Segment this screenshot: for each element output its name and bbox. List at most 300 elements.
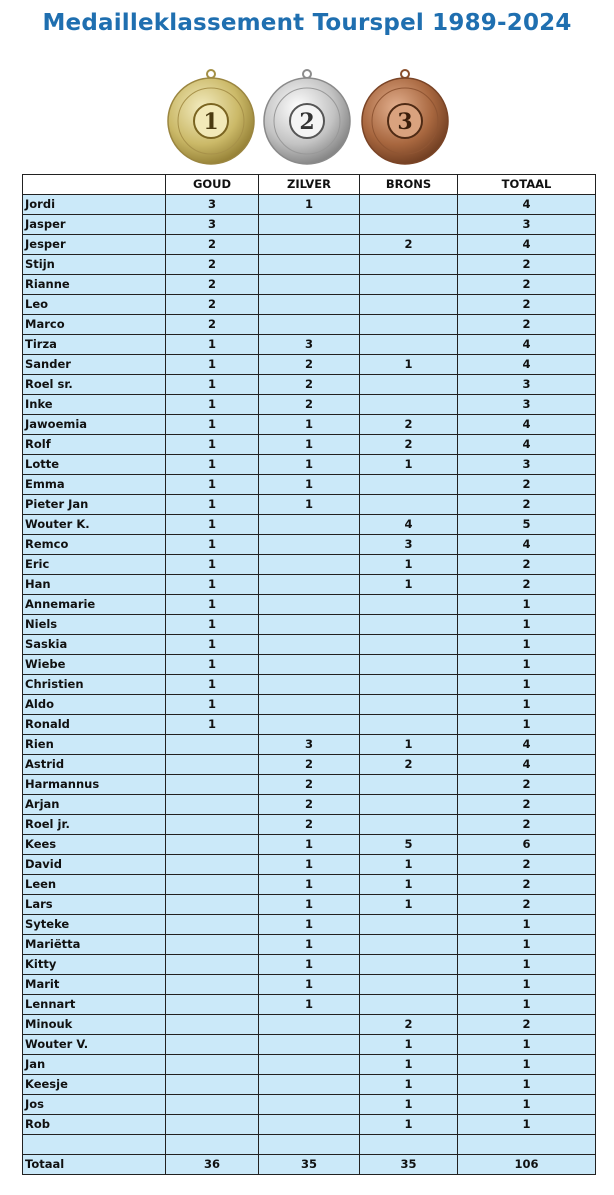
cell-goud: 2 bbox=[166, 295, 259, 315]
table-row bbox=[23, 635, 596, 655]
table-row bbox=[23, 675, 596, 695]
cell-name: Jordi bbox=[23, 195, 166, 215]
cell-name: Annemarie bbox=[23, 595, 166, 615]
table-body bbox=[23, 195, 596, 1175]
cell-name: Rob bbox=[23, 1115, 166, 1135]
cell-brons bbox=[360, 315, 458, 335]
cell-goud: 3 bbox=[166, 215, 259, 235]
cell-brons bbox=[360, 815, 458, 835]
cell-zilver bbox=[259, 1135, 360, 1155]
table-row bbox=[23, 455, 596, 475]
cell-goud bbox=[166, 1035, 259, 1055]
cell-brons bbox=[360, 255, 458, 275]
cell-totaal: 2 bbox=[458, 475, 596, 495]
table-row bbox=[23, 515, 596, 535]
cell-name: Inke bbox=[23, 395, 166, 415]
cell-zilver: 2 bbox=[259, 775, 360, 795]
cell-zilver bbox=[259, 515, 360, 535]
table-row bbox=[23, 535, 596, 555]
cell-brons bbox=[360, 195, 458, 215]
header-goud: GOUD bbox=[166, 175, 259, 195]
table-row bbox=[23, 1035, 596, 1055]
cell-name: Rianne bbox=[23, 275, 166, 295]
table-row bbox=[23, 915, 596, 935]
cell-totaal: 2 bbox=[458, 555, 596, 575]
cell-zilver bbox=[259, 1055, 360, 1075]
cell-totaal: 2 bbox=[458, 775, 596, 795]
cell-brons bbox=[360, 635, 458, 655]
cell-zilver bbox=[259, 215, 360, 235]
cell-totaal: 1 bbox=[458, 935, 596, 955]
medal-row bbox=[0, 68, 614, 168]
cell-goud bbox=[166, 835, 259, 855]
table-row bbox=[23, 695, 596, 715]
cell-goud bbox=[166, 855, 259, 875]
cell-brons bbox=[360, 395, 458, 415]
cell-totaal: 2 bbox=[458, 315, 596, 335]
table-row bbox=[23, 395, 596, 415]
table-row bbox=[23, 955, 596, 975]
table-row bbox=[23, 815, 596, 835]
cell-brons: 1 bbox=[360, 555, 458, 575]
cell-zilver bbox=[259, 695, 360, 715]
cell-brons: 1 bbox=[360, 1055, 458, 1075]
table-row bbox=[23, 355, 596, 375]
cell-brons bbox=[360, 995, 458, 1015]
cell-name: Arjan bbox=[23, 795, 166, 815]
cell-brons: 2 bbox=[360, 1015, 458, 1035]
cell-name: Minouk bbox=[23, 1015, 166, 1035]
cell-brons bbox=[360, 935, 458, 955]
cell-brons bbox=[360, 775, 458, 795]
cell-totaal: 1 bbox=[458, 1035, 596, 1055]
cell-totaal: 2 bbox=[458, 255, 596, 275]
cell-name: Wiebe bbox=[23, 655, 166, 675]
cell-brons bbox=[360, 915, 458, 935]
cell-brons: 1 bbox=[360, 875, 458, 895]
cell-brons: 2 bbox=[360, 755, 458, 775]
medal-bronze-label: 3 bbox=[397, 109, 413, 135]
cell-goud: 1 bbox=[166, 575, 259, 595]
cell-totaal: 2 bbox=[458, 795, 596, 815]
cell-brons: 1 bbox=[360, 1095, 458, 1115]
cell-name: Roel sr. bbox=[23, 375, 166, 395]
medal-gold-label: 1 bbox=[203, 109, 219, 135]
cell-goud bbox=[166, 935, 259, 955]
cell-name: Marco bbox=[23, 315, 166, 335]
table-row bbox=[23, 715, 596, 735]
cell-totaal: 4 bbox=[458, 735, 596, 755]
cell-zilver bbox=[259, 535, 360, 555]
header-name bbox=[23, 175, 166, 195]
cell-totaal: 1 bbox=[458, 715, 596, 735]
cell-totaal: 1 bbox=[458, 1075, 596, 1095]
cell-goud: 2 bbox=[166, 315, 259, 335]
table-row bbox=[23, 215, 596, 235]
cell-goud: 1 bbox=[166, 335, 259, 355]
cell-zilver bbox=[259, 655, 360, 675]
table-row bbox=[23, 575, 596, 595]
cell-goud: 1 bbox=[166, 395, 259, 415]
cell-name: Saskia bbox=[23, 635, 166, 655]
table-row bbox=[23, 895, 596, 915]
cell-goud bbox=[166, 735, 259, 755]
cell-totaal: 1 bbox=[458, 675, 596, 695]
cell-totaal: 1 bbox=[458, 995, 596, 1015]
cell-name: Niels bbox=[23, 615, 166, 635]
cell-name: Kitty bbox=[23, 955, 166, 975]
cell-goud: 1 bbox=[166, 715, 259, 735]
header-totaal: TOTAAL bbox=[458, 175, 596, 195]
cell-goud: 1 bbox=[166, 475, 259, 495]
cell-totaal: 3 bbox=[458, 215, 596, 235]
cell-totaal: 1 bbox=[458, 975, 596, 995]
cell-name: Harmannus bbox=[23, 775, 166, 795]
cell-totaal: 4 bbox=[458, 415, 596, 435]
cell-name: Leo bbox=[23, 295, 166, 315]
cell-goud bbox=[166, 915, 259, 935]
cell-brons bbox=[360, 615, 458, 635]
cell-totaal: 3 bbox=[458, 395, 596, 415]
cell-zilver: 1 bbox=[259, 855, 360, 875]
gold-medal-icon bbox=[166, 68, 256, 166]
cell-goud: 36 bbox=[166, 1155, 259, 1175]
cell-goud: 1 bbox=[166, 435, 259, 455]
cell-name: Totaal bbox=[23, 1155, 166, 1175]
cell-zilver bbox=[259, 615, 360, 635]
header-brons: BRONS bbox=[360, 175, 458, 195]
cell-goud: 2 bbox=[166, 255, 259, 275]
table-row bbox=[23, 1095, 596, 1115]
cell-zilver bbox=[259, 1115, 360, 1135]
table-row bbox=[23, 975, 596, 995]
table-row bbox=[23, 415, 596, 435]
cell-brons bbox=[360, 295, 458, 315]
table-row bbox=[23, 835, 596, 855]
table-row bbox=[23, 475, 596, 495]
cell-name: Jos bbox=[23, 1095, 166, 1115]
cell-name: Pieter Jan bbox=[23, 495, 166, 515]
cell-brons: 1 bbox=[360, 455, 458, 475]
cell-name: Lars bbox=[23, 895, 166, 915]
cell-zilver bbox=[259, 1035, 360, 1055]
cell-totaal: 2 bbox=[458, 295, 596, 315]
cell-brons: 2 bbox=[360, 235, 458, 255]
cell-goud bbox=[166, 995, 259, 1015]
cell-zilver: 1 bbox=[259, 435, 360, 455]
cell-goud: 1 bbox=[166, 375, 259, 395]
table-row bbox=[23, 795, 596, 815]
table-row bbox=[23, 755, 596, 775]
cell-totaal: 2 bbox=[458, 575, 596, 595]
cell-brons bbox=[360, 975, 458, 995]
cell-totaal: 3 bbox=[458, 375, 596, 395]
cell-zilver: 1 bbox=[259, 875, 360, 895]
cell-totaal: 1 bbox=[458, 615, 596, 635]
cell-name: Wouter V. bbox=[23, 1035, 166, 1055]
cell-goud: 1 bbox=[166, 675, 259, 695]
cell-zilver bbox=[259, 555, 360, 575]
cell-totaal: 4 bbox=[458, 355, 596, 375]
cell-goud bbox=[166, 975, 259, 995]
cell-name: Astrid bbox=[23, 755, 166, 775]
cell-totaal: 4 bbox=[458, 755, 596, 775]
cell-name: Jawoemia bbox=[23, 415, 166, 435]
cell-zilver: 35 bbox=[259, 1155, 360, 1175]
cell-brons bbox=[360, 795, 458, 815]
cell-name: Han bbox=[23, 575, 166, 595]
cell-name: Ronald bbox=[23, 715, 166, 735]
cell-goud bbox=[166, 955, 259, 975]
table-row bbox=[23, 375, 596, 395]
table-row bbox=[23, 235, 596, 255]
table-row bbox=[23, 595, 596, 615]
cell-zilver: 1 bbox=[259, 415, 360, 435]
cell-name: Leen bbox=[23, 875, 166, 895]
cell-name: Lotte bbox=[23, 455, 166, 475]
cell-brons bbox=[360, 335, 458, 355]
cell-brons bbox=[360, 475, 458, 495]
cell-totaal: 5 bbox=[458, 515, 596, 535]
cell-goud bbox=[166, 755, 259, 775]
cell-goud: 1 bbox=[166, 555, 259, 575]
cell-brons bbox=[360, 955, 458, 975]
header-zilver: ZILVER bbox=[259, 175, 360, 195]
cell-name: Kees bbox=[23, 835, 166, 855]
table-row bbox=[23, 875, 596, 895]
cell-zilver: 1 bbox=[259, 955, 360, 975]
cell-name: Lennart bbox=[23, 995, 166, 1015]
total-row bbox=[23, 1155, 596, 1175]
page-title: Medailleklassement Tourspel 1989-2024 bbox=[42, 10, 572, 36]
cell-brons bbox=[360, 495, 458, 515]
cell-goud bbox=[166, 795, 259, 815]
cell-brons: 1 bbox=[360, 735, 458, 755]
cell-brons bbox=[360, 1135, 458, 1155]
cell-brons: 1 bbox=[360, 355, 458, 375]
cell-zilver: 3 bbox=[259, 335, 360, 355]
cell-name: Jasper bbox=[23, 215, 166, 235]
cell-zilver: 2 bbox=[259, 755, 360, 775]
table-row bbox=[23, 1075, 596, 1095]
table-row bbox=[23, 275, 596, 295]
cell-brons bbox=[360, 655, 458, 675]
cell-totaal: 4 bbox=[458, 435, 596, 455]
cell-totaal: 4 bbox=[458, 535, 596, 555]
cell-name: Sander bbox=[23, 355, 166, 375]
cell-totaal: 1 bbox=[458, 1095, 596, 1115]
cell-totaal: 4 bbox=[458, 335, 596, 355]
table-row bbox=[23, 495, 596, 515]
cell-totaal: 1 bbox=[458, 915, 596, 935]
cell-name: David bbox=[23, 855, 166, 875]
cell-brons: 1 bbox=[360, 1035, 458, 1055]
cell-brons: 3 bbox=[360, 535, 458, 555]
table-row bbox=[23, 775, 596, 795]
bronze-medal-icon bbox=[360, 68, 450, 166]
cell-zilver: 3 bbox=[259, 735, 360, 755]
cell-zilver: 1 bbox=[259, 195, 360, 215]
cell-name: Keesje bbox=[23, 1075, 166, 1095]
table-header-row bbox=[23, 175, 596, 195]
cell-name: Emma bbox=[23, 475, 166, 495]
cell-brons: 1 bbox=[360, 575, 458, 595]
cell-goud: 1 bbox=[166, 655, 259, 675]
blank-row bbox=[23, 1135, 596, 1155]
cell-totaal bbox=[458, 1135, 596, 1155]
cell-name: Christien bbox=[23, 675, 166, 695]
table-row bbox=[23, 435, 596, 455]
cell-zilver: 1 bbox=[259, 475, 360, 495]
cell-goud: 1 bbox=[166, 515, 259, 535]
cell-zilver bbox=[259, 575, 360, 595]
cell-goud: 1 bbox=[166, 415, 259, 435]
cell-name: Wouter K. bbox=[23, 515, 166, 535]
table-row bbox=[23, 615, 596, 635]
cell-brons bbox=[360, 375, 458, 395]
cell-name: Marit bbox=[23, 975, 166, 995]
cell-goud bbox=[166, 1135, 259, 1155]
cell-totaal: 2 bbox=[458, 855, 596, 875]
cell-brons bbox=[360, 595, 458, 615]
cell-brons: 5 bbox=[360, 835, 458, 855]
table-row bbox=[23, 255, 596, 275]
cell-goud: 1 bbox=[166, 635, 259, 655]
cell-goud: 1 bbox=[166, 695, 259, 715]
cell-totaal: 2 bbox=[458, 1015, 596, 1035]
cell-zilver: 2 bbox=[259, 795, 360, 815]
cell-totaal: 1 bbox=[458, 655, 596, 675]
cell-name bbox=[23, 1135, 166, 1155]
cell-zilver bbox=[259, 315, 360, 335]
cell-totaal: 2 bbox=[458, 275, 596, 295]
cell-goud: 3 bbox=[166, 195, 259, 215]
cell-totaal: 2 bbox=[458, 495, 596, 515]
cell-goud bbox=[166, 815, 259, 835]
cell-goud bbox=[166, 1115, 259, 1135]
cell-totaal: 2 bbox=[458, 895, 596, 915]
cell-name: Aldo bbox=[23, 695, 166, 715]
cell-zilver bbox=[259, 255, 360, 275]
cell-brons: 1 bbox=[360, 1075, 458, 1095]
cell-zilver bbox=[259, 595, 360, 615]
cell-name: Rien bbox=[23, 735, 166, 755]
cell-name: Jan bbox=[23, 1055, 166, 1075]
table-row bbox=[23, 735, 596, 755]
cell-zilver: 1 bbox=[259, 975, 360, 995]
cell-zilver bbox=[259, 275, 360, 295]
cell-zilver bbox=[259, 715, 360, 735]
table-row bbox=[23, 1015, 596, 1035]
cell-goud bbox=[166, 1095, 259, 1115]
cell-totaal: 106 bbox=[458, 1155, 596, 1175]
cell-zilver bbox=[259, 675, 360, 695]
cell-brons bbox=[360, 215, 458, 235]
cell-zilver bbox=[259, 1075, 360, 1095]
cell-goud bbox=[166, 895, 259, 915]
cell-totaal: 2 bbox=[458, 815, 596, 835]
cell-zilver: 1 bbox=[259, 895, 360, 915]
cell-totaal: 4 bbox=[458, 235, 596, 255]
cell-zilver bbox=[259, 635, 360, 655]
cell-goud: 1 bbox=[166, 355, 259, 375]
table-row bbox=[23, 995, 596, 1015]
cell-goud bbox=[166, 1075, 259, 1095]
cell-brons: 4 bbox=[360, 515, 458, 535]
cell-totaal: 4 bbox=[458, 195, 596, 215]
cell-name: Mariëtta bbox=[23, 935, 166, 955]
cell-goud: 1 bbox=[166, 495, 259, 515]
cell-goud: 1 bbox=[166, 615, 259, 635]
table-row bbox=[23, 335, 596, 355]
cell-totaal: 1 bbox=[458, 695, 596, 715]
medal-silver-label: 2 bbox=[299, 109, 315, 135]
table-row bbox=[23, 315, 596, 335]
cell-brons: 35 bbox=[360, 1155, 458, 1175]
table-row bbox=[23, 555, 596, 575]
cell-goud: 2 bbox=[166, 235, 259, 255]
cell-zilver bbox=[259, 235, 360, 255]
cell-totaal: 1 bbox=[458, 595, 596, 615]
cell-totaal: 6 bbox=[458, 835, 596, 855]
cell-totaal: 2 bbox=[458, 875, 596, 895]
table-row bbox=[23, 295, 596, 315]
table-row bbox=[23, 655, 596, 675]
cell-zilver: 1 bbox=[259, 835, 360, 855]
cell-name: Rolf bbox=[23, 435, 166, 455]
cell-totaal: 1 bbox=[458, 955, 596, 975]
cell-name: Eric bbox=[23, 555, 166, 575]
table-row bbox=[23, 195, 596, 215]
table-row bbox=[23, 1115, 596, 1135]
cell-totaal: 1 bbox=[458, 1055, 596, 1075]
cell-name: Tirza bbox=[23, 335, 166, 355]
table-row bbox=[23, 855, 596, 875]
cell-brons: 1 bbox=[360, 1115, 458, 1135]
table-row bbox=[23, 935, 596, 955]
silver-medal-icon bbox=[262, 68, 352, 166]
cell-brons: 1 bbox=[360, 855, 458, 875]
cell-goud bbox=[166, 1055, 259, 1075]
cell-zilver: 1 bbox=[259, 995, 360, 1015]
cell-name: Syteke bbox=[23, 915, 166, 935]
cell-zilver: 1 bbox=[259, 935, 360, 955]
cell-brons: 1 bbox=[360, 895, 458, 915]
cell-name: Jesper bbox=[23, 235, 166, 255]
cell-brons: 2 bbox=[360, 435, 458, 455]
cell-name: Stijn bbox=[23, 255, 166, 275]
cell-name: Remco bbox=[23, 535, 166, 555]
cell-zilver: 1 bbox=[259, 455, 360, 475]
cell-zilver: 2 bbox=[259, 355, 360, 375]
cell-goud: 1 bbox=[166, 535, 259, 555]
cell-totaal: 1 bbox=[458, 635, 596, 655]
table-row bbox=[23, 1055, 596, 1075]
cell-zilver: 2 bbox=[259, 395, 360, 415]
cell-goud: 1 bbox=[166, 595, 259, 615]
cell-totaal: 1 bbox=[458, 1115, 596, 1135]
cell-name: Roel jr. bbox=[23, 815, 166, 835]
medal-table bbox=[22, 174, 596, 1175]
cell-zilver bbox=[259, 1015, 360, 1035]
cell-brons bbox=[360, 715, 458, 735]
cell-goud bbox=[166, 775, 259, 795]
cell-zilver: 1 bbox=[259, 495, 360, 515]
cell-goud bbox=[166, 875, 259, 895]
cell-brons bbox=[360, 275, 458, 295]
cell-zilver: 1 bbox=[259, 915, 360, 935]
cell-zilver: 2 bbox=[259, 375, 360, 395]
